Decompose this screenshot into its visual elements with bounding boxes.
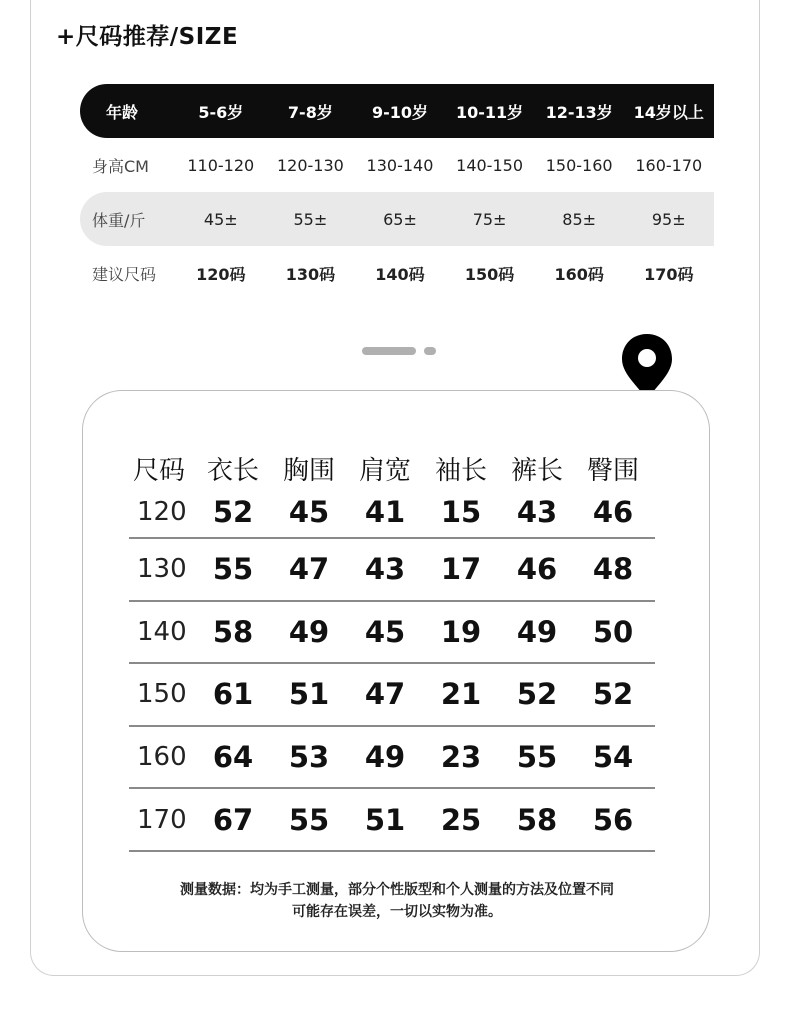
header-shoulder: 肩宽 — [358, 455, 411, 486]
page-indicator-active — [362, 347, 416, 355]
header-length: 衣长 — [206, 455, 259, 486]
value-cell: 55 — [212, 552, 254, 587]
height-cell: 110-120 — [187, 155, 255, 175]
size-recommendation-table — [80, 84, 714, 300]
header-size: 尺码 — [133, 455, 186, 486]
value-cell: 49 — [288, 614, 330, 649]
age-row — [80, 84, 714, 138]
value-cell: 43 — [516, 495, 558, 529]
weight-cell: 65± — [383, 209, 417, 229]
weight-cell: 95± — [651, 209, 686, 229]
table-row — [129, 539, 655, 602]
value-cell: 50 — [592, 614, 634, 649]
value-cell: 64 — [212, 740, 254, 775]
suggested-size-cell: 170码 — [644, 264, 694, 284]
weight-cell: 55± — [293, 209, 328, 229]
weight-label: 体重/斤 — [92, 210, 146, 230]
header-pants-length: 裤长 — [510, 455, 563, 486]
value-cell: 46 — [516, 552, 558, 587]
value-cell: 51 — [364, 802, 406, 837]
value-cell: 67 — [212, 802, 254, 837]
measurement-card — [82, 390, 710, 952]
height-cell: 140-150 — [456, 155, 523, 175]
age-cell: 14岁以上 — [633, 102, 704, 122]
page-title: +尺码推荐/SIZE — [56, 24, 239, 50]
value-cell: 25 — [440, 802, 482, 837]
table-header — [129, 449, 655, 487]
table-row — [129, 664, 655, 727]
suggested-size-cell: 140码 — [375, 264, 425, 284]
size-cell: 120 — [137, 497, 187, 527]
weight-cell: 45± — [203, 209, 238, 229]
value-cell: 51 — [288, 677, 330, 712]
value-cell: 45 — [364, 614, 406, 649]
suggested-size-cell: 160码 — [554, 264, 604, 284]
value-cell: 52 — [212, 495, 254, 529]
header-chest: 胸围 — [282, 455, 335, 486]
suggested-size-label: 建议尺码 — [92, 264, 157, 284]
value-cell: 48 — [592, 552, 634, 587]
value-cell: 47 — [288, 552, 330, 587]
age-cell: 12-13岁 — [545, 102, 613, 122]
page-indicator — [362, 347, 436, 355]
value-cell: 21 — [440, 677, 482, 712]
value-cell: 49 — [516, 614, 558, 649]
value-cell: 53 — [288, 740, 330, 775]
size-cell: 140 — [137, 616, 187, 647]
value-cell: 55 — [516, 740, 558, 775]
suggested-size-row — [80, 246, 714, 300]
value-cell: 15 — [440, 495, 482, 529]
suggested-size-cell: 130码 — [285, 264, 336, 284]
weight-cell: 75± — [472, 209, 507, 229]
weight-row — [80, 192, 714, 246]
height-label: 身高CM — [92, 156, 149, 176]
table-row — [129, 727, 655, 790]
age-cell: 7-8岁 — [287, 102, 333, 122]
value-cell: 41 — [364, 495, 406, 529]
value-cell: 52 — [516, 677, 558, 712]
height-cell: 130-140 — [366, 155, 434, 175]
weight-cell: 85± — [562, 209, 597, 229]
value-cell: 19 — [440, 614, 482, 649]
value-cell: 56 — [592, 802, 634, 837]
size-cell: 160 — [137, 742, 187, 773]
value-cell: 17 — [440, 552, 482, 587]
header-hip: 臀围 — [586, 455, 639, 486]
value-cell: 49 — [364, 740, 406, 775]
suggested-size-cell: 150码 — [464, 264, 515, 284]
value-cell: 43 — [364, 552, 406, 587]
note-line-1: 测量数据：均为手工测量，部分个性版型和个人测量的方法及位置不同 — [180, 882, 614, 898]
suggested-size-cell: 120码 — [196, 264, 246, 284]
value-cell: 45 — [288, 495, 330, 529]
age-cell: 5-6岁 — [198, 102, 244, 122]
age-cell: 10-11岁 — [455, 102, 524, 122]
page-indicator-dot — [424, 347, 436, 355]
age-label: 年龄 — [106, 102, 139, 122]
table-row — [129, 602, 655, 665]
height-cell: 150-160 — [545, 155, 613, 175]
size-cell: 130 — [137, 554, 187, 585]
height-row — [80, 138, 714, 192]
value-cell: 55 — [288, 802, 330, 837]
value-cell: 54 — [592, 740, 634, 775]
age-cell: 9-10岁 — [371, 102, 428, 122]
header-sleeve: 袖长 — [434, 455, 487, 486]
value-cell: 58 — [516, 802, 558, 837]
note-line-2: 可能存在误差，一切以实物为准。 — [292, 904, 502, 920]
table-row — [129, 487, 655, 539]
size-cell: 170 — [137, 804, 187, 835]
value-cell: 58 — [212, 614, 254, 649]
value-cell: 52 — [592, 677, 634, 712]
value-cell: 23 — [440, 740, 482, 775]
measurement-table — [129, 449, 655, 852]
value-cell: 46 — [592, 495, 634, 529]
height-cell: 120-130 — [276, 155, 344, 175]
measurement-note — [83, 879, 711, 923]
size-cell: 150 — [137, 679, 187, 710]
value-cell: 61 — [212, 677, 254, 712]
value-cell: 47 — [364, 677, 406, 712]
height-cell: 160-170 — [635, 155, 703, 175]
table-row — [129, 789, 655, 852]
